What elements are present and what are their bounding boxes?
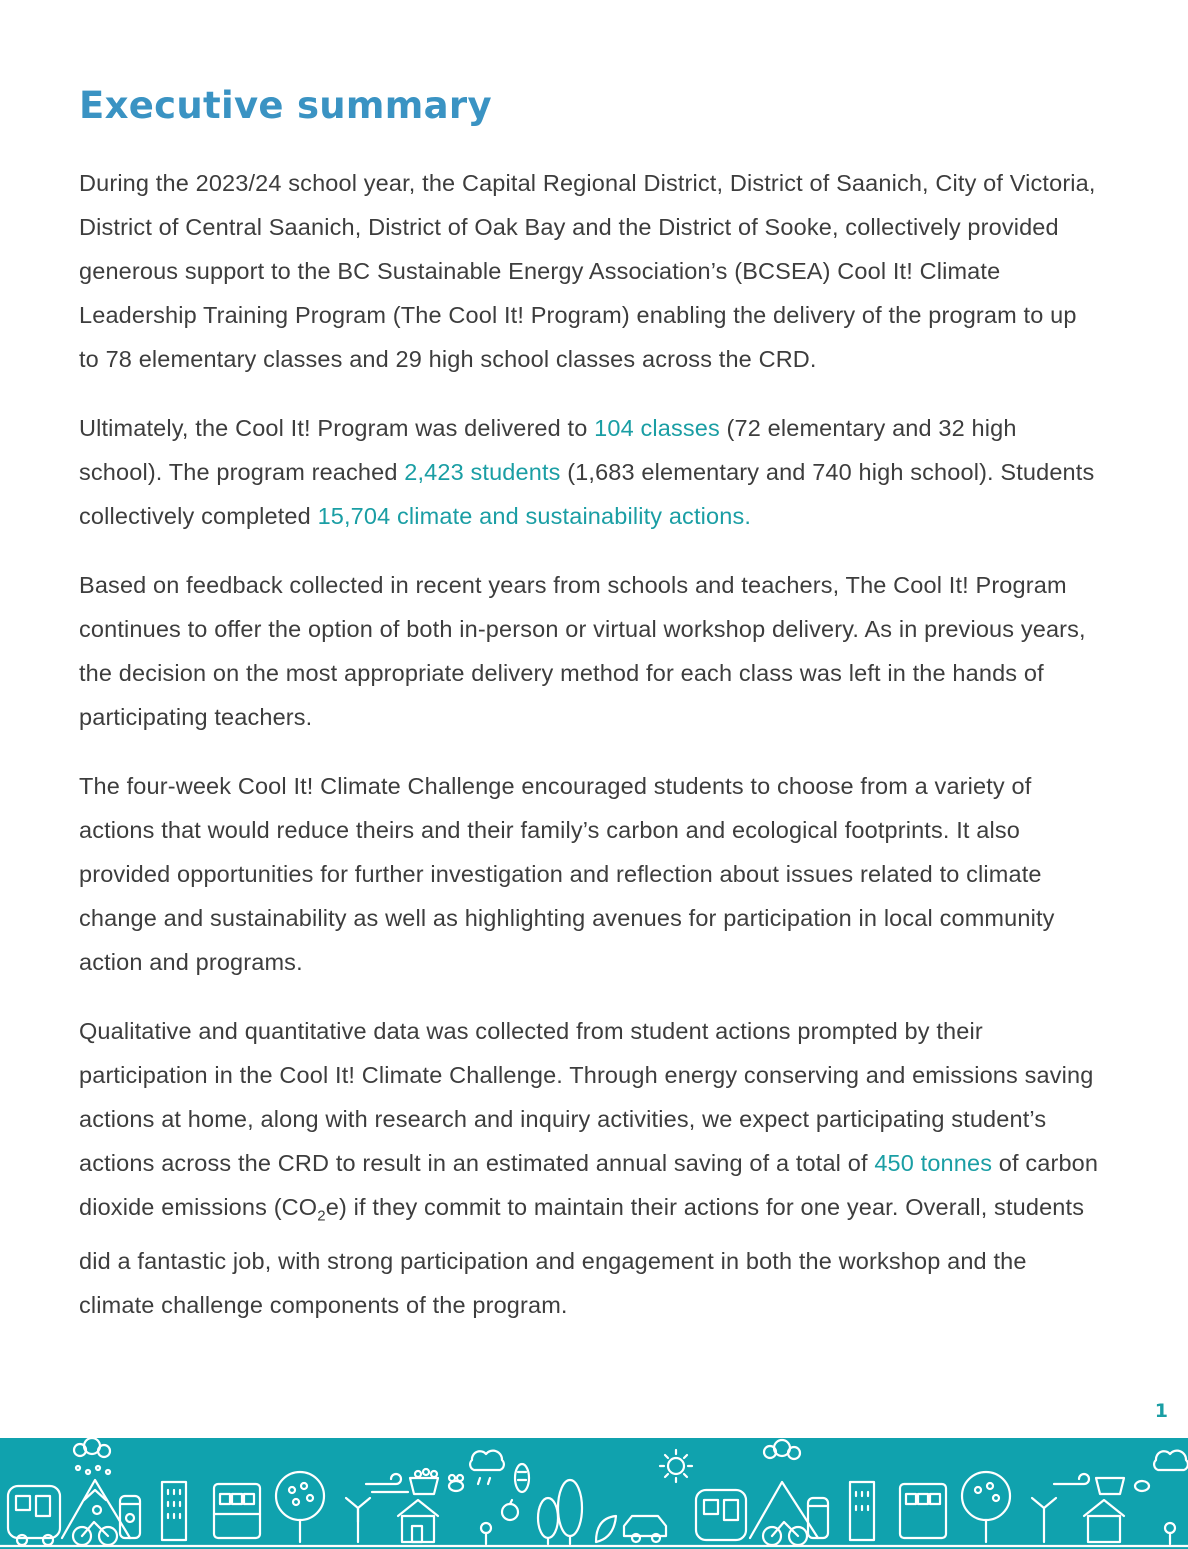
tree-icon xyxy=(276,1472,324,1542)
bus-icon xyxy=(900,1484,946,1538)
house-icon xyxy=(1084,1500,1124,1542)
flower-icon xyxy=(481,1523,491,1544)
rain-cloud-icon xyxy=(470,1451,504,1484)
page-number: 1 xyxy=(1154,1400,1168,1422)
bee-icon xyxy=(1135,1481,1149,1491)
text-segment: Qualitative and quantitative data was collected from student actions prompted by their participation in the Cool It! Climate Challenge. Through energy conserving and emissions saving actions at home, along with research and inquiry activities, we expect participating student’s actions across the CRD to result in an estimated annual saving of a total of xyxy=(79,1018,1094,1176)
house-icon xyxy=(398,1500,438,1542)
text-segment: e) if they commit to maintain their actions for one year. Overall, students did a fantastic job, with strong participation and engagement in both the workshop and the climate challenge components of the program. xyxy=(79,1194,1085,1318)
subscript-2: 2 xyxy=(317,1207,326,1225)
text-segment: (1,683 elementary and 740 high school). Students collectively completed xyxy=(79,459,1095,529)
highlight-actions: 15,704 climate and sustainability actions. xyxy=(317,503,752,529)
leaf-icon xyxy=(596,1516,616,1542)
sun-icon xyxy=(660,1450,692,1482)
paragraph-intro: During the 2023/24 school year, the Capital Regional District, District of Saanich, City of Victoria, District of Central Saanich, District of Oak Bay and the District of Sooke, collectively provided generous support to the BC Sustainable Energy Association’s (BCSEA) Cool It! Climate Leadership Training Program (The Cool It! Program) enabling the delivery of the program to up to 78 elementary classes and 29 high school classes across the CRD. xyxy=(79,170,1096,372)
flower-icon xyxy=(1165,1523,1175,1544)
highlight-classes: 104 classes xyxy=(594,415,720,441)
windmill-icon xyxy=(1032,1498,1056,1542)
rain-cloud-icon xyxy=(1154,1451,1188,1470)
basket-icon xyxy=(410,1469,438,1494)
car-icon xyxy=(624,1516,666,1542)
building-icon xyxy=(162,1482,186,1540)
cyclist-icon xyxy=(763,1522,807,1545)
footer-illustration xyxy=(0,1438,1188,1549)
paragraph-data xyxy=(79,1009,1099,1327)
bee-icon xyxy=(449,1475,463,1491)
document-page xyxy=(79,84,1099,1352)
bus-icon xyxy=(214,1484,260,1538)
wind-icon xyxy=(366,1474,408,1492)
highlight-tonnes: 450 tonnes xyxy=(874,1150,993,1176)
apple-icon xyxy=(502,1500,518,1520)
jar-icon xyxy=(808,1498,828,1538)
wind-icon xyxy=(1054,1474,1089,1484)
paragraph-challenge: The four-week Cool It! Climate Challenge encouraged students to choose from a variety of actions that would reduce theirs and their family’s carbon and ecological footprints. It also provided opportunities for further investigation and reflection about issues related to climate change and sustainability as well as highlighting avenues for participation in local community action and programs. xyxy=(79,773,1055,975)
jar-icon xyxy=(120,1496,140,1538)
text-segment: (72 elementary and 32 high school). The program reached xyxy=(79,415,1017,485)
cyclist-icon xyxy=(73,1506,117,1545)
basket-icon xyxy=(1096,1478,1124,1494)
paragraph-results xyxy=(79,406,1099,538)
corn-icon xyxy=(515,1464,529,1492)
windmill-icon xyxy=(346,1498,370,1542)
page-title: Executive summary xyxy=(79,84,492,127)
footer-illustration-band xyxy=(0,1438,1188,1549)
building-icon xyxy=(850,1482,874,1540)
tree-icon xyxy=(538,1480,582,1544)
text-segment: Ultimately, the Cool It! Program was delivered to xyxy=(79,415,595,441)
paragraph-delivery: Based on feedback collected in recent years from schools and teachers, The Cool It! Program continues to offer the option of both in-person or virtual workshop delivery. As in previous years, the decision on the most appropriate delivery method for each class was left in the hands of participating teachers. xyxy=(79,572,1086,730)
trailer-icon xyxy=(696,1490,746,1540)
text-segment: of carbon dioxide emissions (CO xyxy=(79,1150,1099,1220)
highlight-students: 2,423 students xyxy=(404,459,561,485)
trailer-icon xyxy=(8,1486,60,1545)
tree-icon xyxy=(962,1472,1010,1542)
